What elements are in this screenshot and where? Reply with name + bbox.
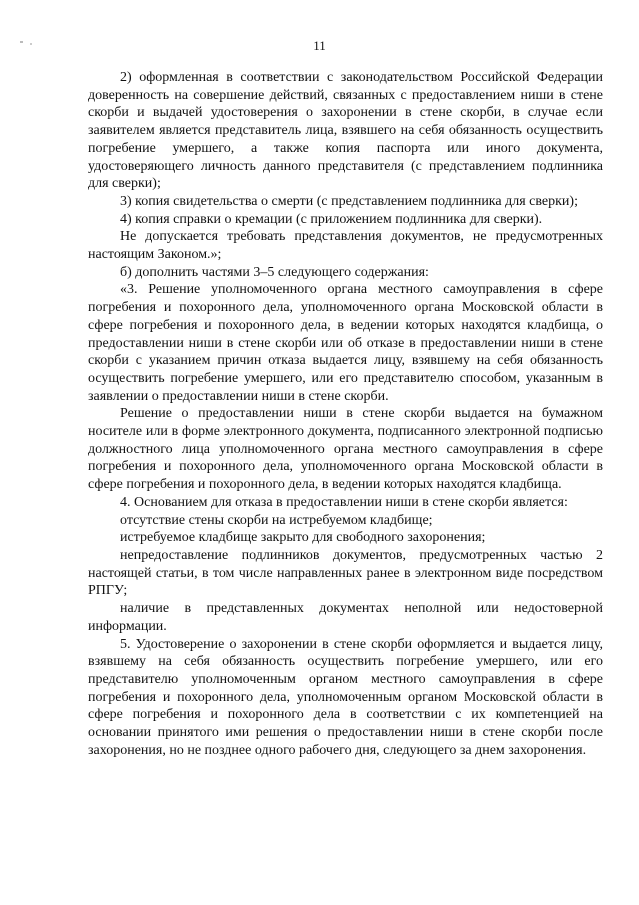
paragraph-part-5: 5. Удостоверение о захоронении в стене скорби оформляется и выдается лицу, взявшему на себя обязанность осуществить погребение умершего, или его представителю уполномоченным органом местного самоуправления в сфере погребения и похоронного дела, уполномоченным органом Московской области в сфере погребения и похоронного дела в соответствии с их компетенцией на основании принятого ими решения о предоставлении ниши в стене скорби после захоронения, но не позднее одного рабочего дня, следующего за днем захоронения. [88,636,603,758]
refusal-reason-3: непредоставление подлинников документов, предусмотренных частью 2 настоящей статьи, в том числе направленных ранее в электронном виде посредством РПГУ; [88,547,603,599]
document-body [88,69,603,759]
page-number: 11 [313,38,326,53]
paragraph-item-2: 2) оформленная в соответствии с законодательством Российской Федерации доверенность на совершение действий, связанных с предоставлением ниши в стене скорби и выдачей удостоверения о захоронении в стене скорби, в случае если заявителем является представитель лица, взявшего на себя обязанность осуществить погребение умершего, а также копия паспорта или иного документа, удостоверяющего личность данного представителя (с представлением подлинника для сверки); [88,70,603,192]
paragraph-item-3: 3) копия свидетельства о смерти (с представлением подлинника для сверки); [120,193,578,209]
refusal-reason-4: наличие в представленных документах неполной или недостоверной информации. [88,601,603,634]
refusal-reason-1: отсутствие стены скорби на истребуемом кладбище; [120,512,433,528]
paragraph-part-4: 4. Основанием для отказа в предоставлении ниши в стене скорби является: [120,494,568,510]
paragraph-part-3: «3. Решение уполномоченного органа местного самоуправления в сфере погребения и похоронного дела, уполномоченного органа Московской области в сфере погребения и похоронного дела, в ведении которых находятся кладбища, о предоставлении ниши в стене скорби или об отказе в предоставлении ниши в стене скорби с указанием причин отказа выдается лицу, взявшему на себя обязанность осуществить погребение умершего, или его представителю способом, указанным в заявлении о предоставлении ниши в стене скорби. [88,282,603,404]
paragraph-item-4: 4) копия справки о кремации (с приложением подлинника для сверки). [120,211,543,227]
paragraph-amendment-b: б) дополнить частями 3–5 следующего содержания: [120,264,429,280]
paragraph-not-allowed: Не допускается требовать представления документов, не предусмотренных настоящим Законом.»; [88,229,603,263]
paragraph-decision-format: Решение о предоставлении ниши в стене скорби выдается на бумажном носителе или в форме электронного документа, подписанного электронной подписью должностного лица уполномоченного органа местного самоуправления в сфере погребения и похоронного дела, уполномоченного органа Московской области в сфере погребения и похоронного дела, в ведении которых находятся кладбища. [88,406,603,493]
refusal-reason-2: истребуемое кладбище закрыто для свободного захоронения; [120,530,486,546]
